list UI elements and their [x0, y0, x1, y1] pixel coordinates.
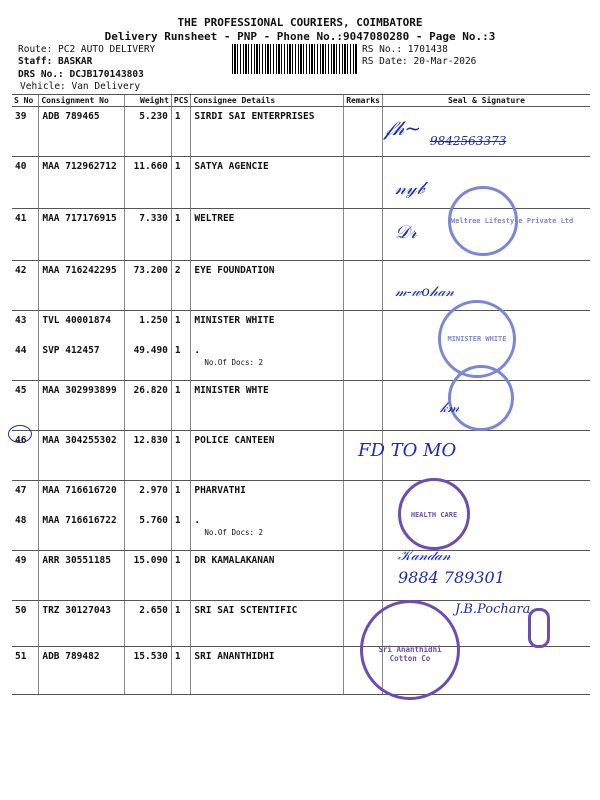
- consignment-cell-text: SVP 412457: [42, 344, 100, 356]
- remarks-cell: [344, 481, 383, 511]
- pcs-cell-text: 1: [174, 514, 181, 526]
- remarks-cell: [344, 381, 383, 431]
- pcs-cell-text: 1: [174, 111, 181, 122]
- table-row: [12, 511, 590, 551]
- signature-50: J.B.Pochara: [455, 602, 531, 617]
- table-row: [12, 481, 590, 511]
- consignee-cell-text: SRI SAI SCTENTIFIC: [194, 605, 298, 616]
- pcs-cell: [171, 511, 190, 551]
- consignment-cell: [39, 381, 125, 431]
- consignment-cell-text: MAA 716616720: [42, 485, 117, 496]
- signature-40: 𝓃𝓎𝒷: [395, 178, 425, 199]
- sno-cell-text: 41: [15, 213, 27, 224]
- weight-cell-text: 12.830: [133, 435, 168, 446]
- col-weight: Weight: [125, 95, 172, 107]
- consignee-cell-text: SRI ANANTHIDHI: [194, 651, 275, 662]
- col-remarks: Remarks: [344, 95, 383, 107]
- fd-to-mo-note: FD TO MO: [358, 440, 457, 461]
- pcs-cell-text: 1: [174, 555, 181, 566]
- sno-cell: [12, 511, 39, 551]
- sno-cell: [12, 551, 39, 601]
- sno-cell-text: 44: [15, 344, 27, 356]
- rs-date: RS Date: 20-Mar-2026: [362, 56, 477, 67]
- sno-cell-text: 46: [15, 435, 27, 446]
- consignment-cell-text: ADB 789482: [42, 651, 100, 662]
- weight-cell-text: 7.330: [139, 213, 168, 224]
- col-sno: S No: [12, 95, 39, 107]
- weight-cell-text: 15.530: [133, 651, 168, 662]
- consignee-cell: [191, 341, 344, 381]
- weight-cell: [125, 511, 172, 551]
- consignee-cell: [191, 511, 344, 551]
- pcs-cell: [171, 107, 190, 157]
- company-title: THE PROFESSIONAL COURIERS, COIMBATORE: [177, 16, 423, 29]
- weight-cell: [125, 551, 172, 601]
- consignee-cell-text: PHARVATHI: [194, 485, 246, 496]
- weight-cell-text: 2.970: [139, 485, 168, 496]
- weight-cell-text: 15.090: [133, 555, 168, 566]
- col-consignee: Consignee Details: [191, 95, 344, 107]
- consignee-cell: [191, 481, 344, 511]
- consignee-cell: [191, 107, 344, 157]
- pcs-cell-text: 1: [174, 485, 181, 496]
- pcs-cell-text: 1: [174, 605, 181, 616]
- weight-cell: [125, 107, 172, 157]
- consignee-cell: [191, 209, 344, 261]
- weight-cell: [125, 261, 172, 311]
- col-consignment: Consignment No: [39, 95, 125, 107]
- weight-cell-text: 5.230: [139, 111, 168, 122]
- sno-cell-text: 51: [15, 651, 27, 662]
- weight-cell-text: 11.660: [133, 161, 168, 172]
- sno-cell: [12, 481, 39, 511]
- sno-cell-text: 45: [15, 385, 27, 396]
- barcode: [232, 44, 358, 74]
- consignment-cell-text: MAA 304255302: [42, 435, 117, 446]
- sno-cell: [12, 647, 39, 695]
- consignee-cell-text: .: [194, 344, 201, 356]
- col-seal: Seal & Signature: [382, 95, 590, 107]
- pcs-cell: [171, 647, 190, 695]
- staff-label: Staff: BASKAR: [18, 56, 93, 67]
- remarks-cell: [344, 311, 383, 341]
- signature-49: 𝒦𝒶𝓃𝒹𝒶𝓃: [398, 548, 451, 564]
- sno-cell: [12, 157, 39, 209]
- weight-cell-text: 5.760: [139, 514, 168, 526]
- drs-number: DRS No.: DCJB170143803: [18, 69, 144, 80]
- pcs-cell: [171, 157, 190, 209]
- side-stamp: [528, 608, 550, 648]
- docs-count: No.Of Docs: 2: [204, 357, 264, 367]
- sno-cell: [12, 601, 39, 647]
- consignment-cell: [39, 647, 125, 695]
- health-care-stamp: HEALTH CARE: [398, 478, 470, 550]
- sno-cell: [12, 381, 39, 431]
- consignment-cell-text: MAA 716242295: [42, 265, 117, 276]
- consignment-cell: [39, 601, 125, 647]
- consignment-cell-text: ADB 789465: [42, 111, 100, 122]
- weight-cell-text: 26.820: [133, 385, 168, 396]
- sno-cell-text: 50: [15, 605, 27, 616]
- table-row: [12, 431, 590, 481]
- phone-39: 9842563373: [430, 134, 507, 148]
- weight-cell: [125, 209, 172, 261]
- col-pcs: PCS: [171, 95, 190, 107]
- sno-cell: [12, 107, 39, 157]
- table-row: [12, 261, 590, 311]
- weight-cell-text: 2.650: [139, 605, 168, 616]
- consignment-cell-text: TRZ 30127043: [42, 605, 111, 616]
- weight-cell: [125, 381, 172, 431]
- weight-cell: [125, 647, 172, 695]
- consignee-cell-text: .: [194, 514, 201, 526]
- consignee-cell: [191, 601, 344, 647]
- consignment-cell-text: MAA 302993899: [42, 385, 117, 396]
- consignee-cell: [191, 551, 344, 601]
- sno-cell-text: 40: [15, 161, 27, 172]
- pcs-cell: [171, 431, 190, 481]
- consignment-cell: [39, 551, 125, 601]
- sno-cell-text: 47: [15, 485, 27, 496]
- phone-49: 9884 789301: [398, 568, 505, 587]
- weight-cell: [125, 311, 172, 341]
- consignment-cell-text: ARR 30551185: [42, 555, 111, 566]
- consignment-cell-text: TVL 40001874: [42, 315, 111, 326]
- cotton-company-stamp: Sri Ananthidhi Cotton Co: [360, 600, 460, 700]
- sno-cell-text: 42: [15, 265, 27, 276]
- sno-cell: [12, 311, 39, 341]
- consignment-cell: [39, 157, 125, 209]
- pcs-cell: [171, 551, 190, 601]
- consignee-cell-text: SIRDI SAI ENTERPRISES: [194, 111, 315, 122]
- remarks-cell: [344, 157, 383, 209]
- consignment-cell-text: MAA 712962712: [42, 161, 117, 172]
- minister-white-stamp-2: [448, 365, 514, 431]
- signature-41: 𝒟𝓇: [395, 222, 417, 243]
- consignment-cell: [39, 209, 125, 261]
- weltree-stamp: Weltree Lifestyle Private Ltd: [448, 186, 518, 256]
- consignee-cell-text: POLICE CANTEEN: [194, 435, 275, 446]
- consignment-cell: [39, 511, 125, 551]
- weight-cell-text: 73.200: [133, 265, 168, 276]
- weight-cell: [125, 481, 172, 511]
- weight-cell-text: 1.250: [139, 315, 168, 326]
- consignee-cell-text: EYE FOUNDATION: [194, 265, 275, 276]
- consignment-cell: [39, 261, 125, 311]
- pcs-cell-text: 1: [174, 435, 181, 446]
- sno-cell-text: 48: [15, 514, 27, 526]
- consignment-cell: [39, 341, 125, 381]
- consignee-cell-text: MINISTER WHTE: [194, 385, 269, 396]
- docs-count: No.Of Docs: 2: [204, 527, 264, 537]
- signature-42: 𝓂-𝓌𝑜𝒽𝒶𝓃: [395, 284, 455, 300]
- pcs-cell-text: 1: [174, 213, 181, 224]
- pcs-cell-text: 1: [174, 344, 181, 356]
- sno-cell: [12, 261, 39, 311]
- consignment-cell: [39, 311, 125, 341]
- consignee-cell-text: MINISTER WHITE: [194, 315, 275, 326]
- pcs-cell: [171, 209, 190, 261]
- remarks-cell: [344, 551, 383, 601]
- consignment-cell-text: MAA 716616722: [42, 514, 117, 526]
- consignee-cell: [191, 157, 344, 209]
- consignee-cell: [191, 261, 344, 311]
- consignment-cell: [39, 481, 125, 511]
- route-label: Route: PC2 AUTO DELIVERY: [18, 44, 156, 55]
- pcs-cell-text: 1: [174, 161, 181, 172]
- runsheet-subtitle: Delivery Runsheet - PNP - Phone No.:9047080280 - Page No.:3: [104, 30, 496, 43]
- row-46-circle-mark: [8, 425, 32, 443]
- weight-cell: [125, 341, 172, 381]
- minister-white-stamp: MINISTER WHITE: [438, 300, 516, 378]
- signature-45: 𝓀𝓂: [440, 400, 460, 416]
- consignment-cell: [39, 431, 125, 481]
- pcs-cell-text: 2: [174, 265, 181, 276]
- consignment-cell: [39, 107, 125, 157]
- sno-cell-text: 43: [15, 315, 27, 326]
- consignee-cell-text: SATYA AGENCIE: [194, 161, 269, 172]
- pcs-cell: [171, 261, 190, 311]
- table-row: [12, 107, 590, 157]
- remarks-cell: [344, 107, 383, 157]
- pcs-cell-text: 1: [174, 651, 181, 662]
- remarks-cell: [344, 511, 383, 551]
- rs-number: RS No.: 1701438: [362, 44, 448, 55]
- remarks-cell: [344, 341, 383, 381]
- weight-cell: [125, 431, 172, 481]
- weight-cell: [125, 601, 172, 647]
- sno-cell-text: 39: [15, 111, 27, 122]
- sno-cell: [12, 209, 39, 261]
- pcs-cell: [171, 311, 190, 341]
- pcs-cell: [171, 481, 190, 511]
- pcs-cell: [171, 601, 190, 647]
- vehicle-label: Vehicle: Van Delivery: [20, 81, 141, 92]
- weight-cell: [125, 157, 172, 209]
- table-header: [12, 95, 590, 107]
- consignment-cell-text: MAA 717176915: [42, 213, 117, 224]
- remarks-cell: [344, 209, 383, 261]
- sno-cell: [12, 341, 39, 381]
- consignee-cell-text: DR KAMALAKANAN: [194, 555, 275, 566]
- consignee-cell: [191, 431, 344, 481]
- weight-cell-text: 49.490: [133, 344, 168, 356]
- sno-cell-text: 49: [15, 555, 27, 566]
- pcs-cell: [171, 381, 190, 431]
- remarks-cell: [344, 261, 383, 311]
- consignee-cell: [191, 381, 344, 431]
- pcs-cell: [171, 341, 190, 381]
- consignee-cell: [191, 311, 344, 341]
- consignee-cell: [191, 647, 344, 695]
- signature-39: 𝒻𝒽~: [384, 116, 422, 140]
- consignee-cell-text: WELTREE: [194, 213, 235, 224]
- table-row: [12, 647, 590, 695]
- pcs-cell-text: 1: [174, 315, 181, 326]
- pcs-cell-text: 1: [174, 385, 181, 396]
